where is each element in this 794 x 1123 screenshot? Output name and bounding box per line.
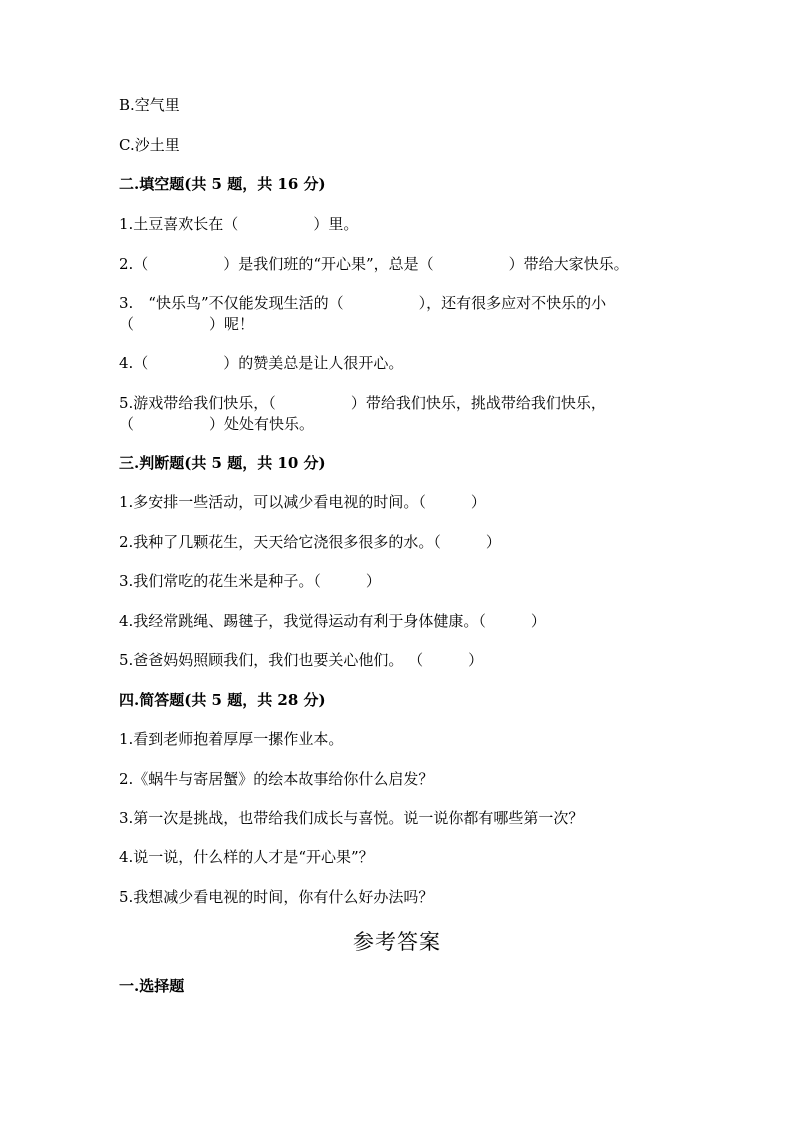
judgment-q1: 1.多安排一些活动，可以减少看电视的时间。（ ） xyxy=(119,493,486,511)
fill-blank-q2: 2.（ ）是我们班的“开心果”，总是（ ）带给大家快乐。 xyxy=(119,255,629,273)
short-answer-q5: 5.我想减少看电视的时间，你有什么好办法吗？ xyxy=(119,888,434,906)
short-answer-q1: 1.看到老师抱着厚厚一摞作业本。 xyxy=(119,730,344,748)
judgment-heading: 三.判断题(共 5 题，共 10 分) xyxy=(119,454,326,472)
choice-option-b: B.空气里 xyxy=(119,96,180,114)
fill-blank-heading: 二.填空题(共 5 题，共 16 分) xyxy=(119,175,326,193)
short-answer-q3: 3.第一次是挑战，也带给我们成长与喜悦。说一说你都有哪些第一次？ xyxy=(119,809,584,827)
answer-key-title: 参考答案 xyxy=(353,930,441,954)
fill-blank-q1: 1.土豆喜欢长在（ ）里。 xyxy=(119,215,359,233)
fill-blank-q5-line1: 5.游戏带给我们快乐，（ ）带给我们快乐，挑战带给我们快乐， xyxy=(119,394,606,412)
fill-blank-q3-line2: （ ）呢！ xyxy=(119,315,255,333)
answer-section1-heading: 一.选择题 xyxy=(119,977,185,995)
judgment-q5: 5.爸爸妈妈照顾我们，我们也要关心他们。 （ ） xyxy=(119,651,484,669)
fill-blank-q3-line1: 3. “快乐鸟”不仅能发现生活的（ ），还有很多应对不快乐的小 xyxy=(119,294,607,312)
fill-blank-q4: 4.（ ）的赞美总是让人很开心。 xyxy=(119,354,404,372)
judgment-q4: 4.我经常跳绳、踢毽子，我觉得运动有利于身体健康。（ ） xyxy=(119,612,546,630)
short-answer-q4: 4.说一说，什么样的人才是“开心果”？ xyxy=(119,848,374,866)
fill-blank-q5-line2: （ ）处处有快乐。 xyxy=(119,415,315,433)
judgment-q2: 2.我种了几颗花生，天天给它浇很多很多的水。（ ） xyxy=(119,533,501,551)
choice-option-c: C.沙土里 xyxy=(119,136,180,154)
short-answer-q2: 2.《蜗牛与寄居蟹》的绘本故事给你什么启发？ xyxy=(119,770,434,788)
short-answer-heading: 四.简答题(共 5 题，共 28 分) xyxy=(119,691,326,709)
judgment-q3: 3.我们常吃的花生米是种子。（ ） xyxy=(119,572,381,590)
